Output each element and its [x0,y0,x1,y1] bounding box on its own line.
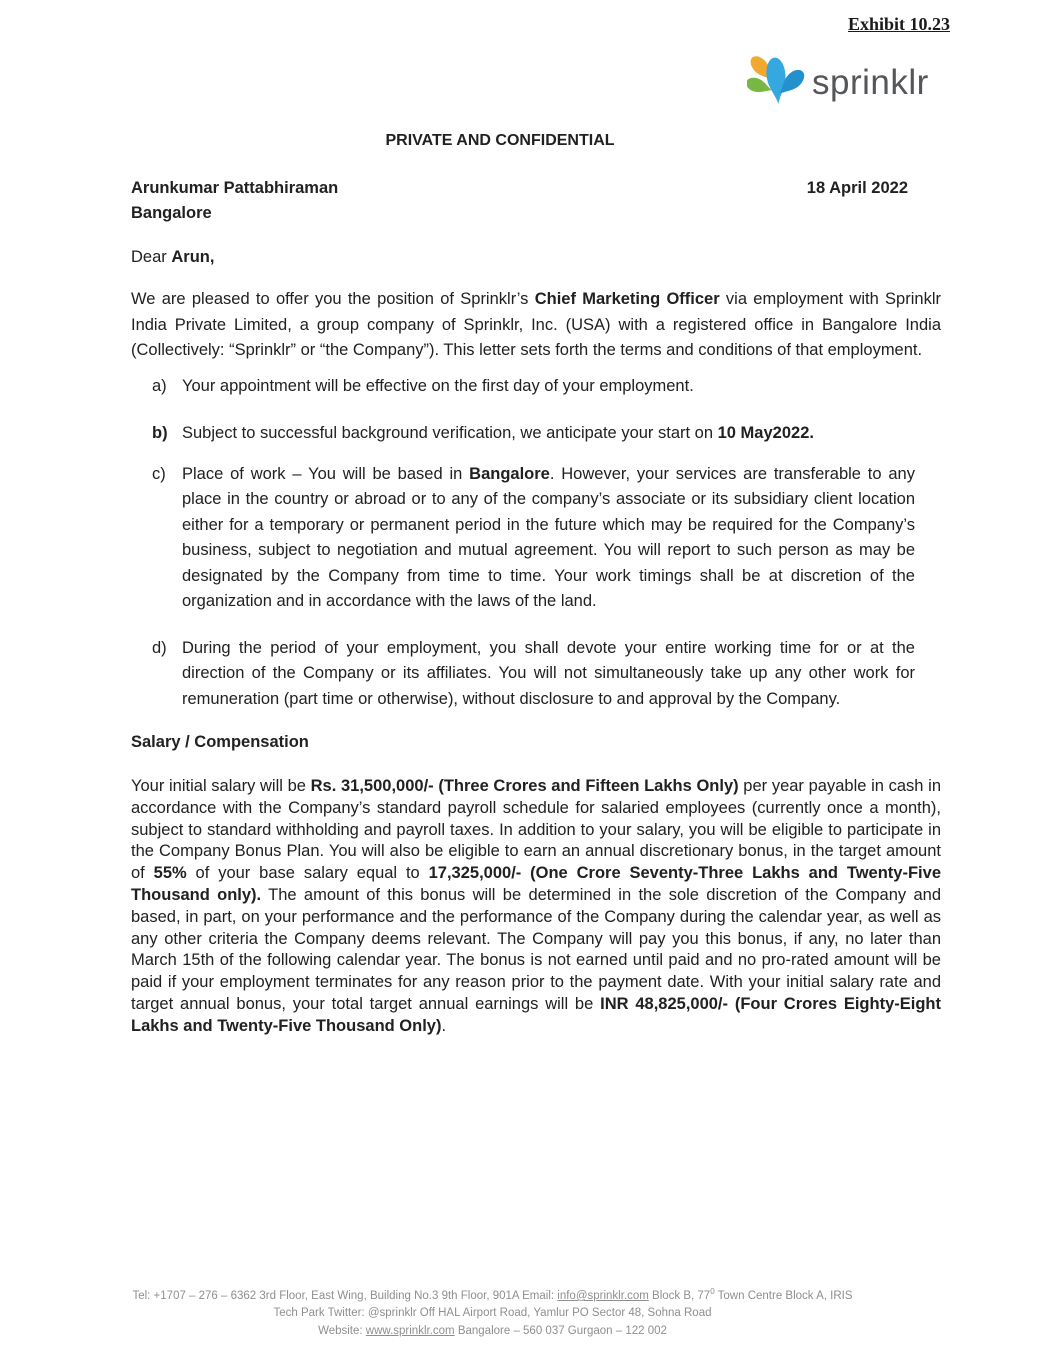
salary-text-cont1: per year payable in cash in accordance with the Company’s standard payroll schedule for salaried employees (currently once a month), subject to standard withholding and payroll taxes. In addition to your salary, you will be eligible to participate in the Company Bonus Plan. You will also be eligible to earn an annual discretionary bonus, in the target amount of [131,777,941,883]
term-marker-a: a) [152,376,167,395]
footer-line-2: Tech Park Twitter: @sprinklr Off HAL Airport Road, Yamlur PO Sector 48, Sohna Road [273,1307,712,1320]
work-location: Bangalore [469,464,550,483]
term-marker-b: b) [152,424,168,442]
salutation-name: Arun, [171,248,215,266]
exhibit-label: Exhibit 10.23 [847,14,950,34]
footer-city-postal: Bangalore – 560 037 Gurgaon – 122 002 [454,1324,667,1337]
salary-text: Your initial salary will be [131,777,311,795]
bonus-percentage: 55% [153,864,187,883]
term-b-text: Subject to successful background verification, we anticipate your start on [182,424,718,442]
total-earnings-amount: INR 48,825,000/- (Four Crores Eighty-Eight Lakhs and Twenty-Five Thousand Only) [131,994,941,1035]
letter-footer [0,1283,1055,1340]
salary-text-cont3: The amount of this bonus will be determined in the sole discretion of the Company and based, in part, on your performance and the performance of the Company during the calendar year, as well as any other criteria the Company deems relevant. The Company will pay you this bonus, if any, no later than March 15th of the following calendar year. The bonus is not earned until paid and no pro-rated amount will be paid if your employment terminates for any reason prior to the payment date. With your initial salary rate and target annual bonus, your total target annual earnings will be [131,885,941,1013]
intro-paragraph [131,287,941,364]
salutation-prefix: Dear [131,248,172,266]
base-salary-amount: Rs. 31,500,000/- (Three Crores and Fifteen Lakhs Only) [310,777,739,795]
term-item-c [131,462,941,615]
term-item-b [131,421,941,447]
salutation [131,245,941,270]
footer-tel-address: Tel: +1707 – 276 – 6362 3rd Floor, East Wing, Building No.3 9th Floor, 901A Email: [132,1289,558,1302]
footer-website-link[interactable]: www.sprinklr.com [365,1324,455,1337]
term-c-text-cont: . However, your services are transferable to any place in the country or abroad or to any of the company’s associate or its subsidiary client location either for a temporary or permanent period in the future which may be required for the Company’s business, subject to negotiation and mutual agreement. You will report to such person as may be designated by the Company from time to time. Your work timings shall be at discretion of the organization and in accordance with the laws of the land. [182,464,915,610]
confidential-heading: PRIVATE AND CONFIDENTIAL [385,132,615,149]
footer-address-cont: Block B, 77 [648,1289,711,1302]
salary-section-heading: Salary / Compensation [131,733,309,751]
term-item-d [131,636,941,713]
term-text-c [182,462,941,615]
addressee-row [131,176,941,201]
footer-email-link[interactable]: info@sprinklr.com [557,1289,649,1302]
intro-text: We are pleased to offer you the position of Sprinklr’s [131,290,535,308]
term-marker-c: c) [152,464,166,483]
letter-body [131,0,941,1038]
terms-list [131,374,941,713]
salary-text-cont2: of your base salary equal to [186,864,429,883]
salary-text-end: . [441,1016,447,1035]
term-item-a [131,374,941,400]
term-a-text: Your appointment will be effective on the first day of your employment. [182,376,694,395]
term-d-text: During the period of your employment, you shall devote your entire working time for or at the direction of the Company or its affiliates. You will not simultaneously take up any other work for remuneration (part time or otherwise), without disclosure to and approval by the Company. [182,638,915,708]
footer-address-end: Town Centre Block A, IRIS [714,1289,853,1302]
term-text-a [182,374,941,400]
footer-line-3 [0,1323,985,1341]
position-title: Chief Marketing Officer [534,290,720,308]
intro-text-cont: via employment with Sprinklr India Private Limited, a group company of Sprinklr, Inc. (USA) with a registered office in Bangalore India (Collectively: “Sprinklr” or “the Company”). This letter sets forth the terms and conditions of that employment. [131,290,941,359]
letter-date: 18 April 2022 [806,179,908,197]
footer-line-1 [0,1283,985,1305]
footer-website-label: Website: [318,1324,366,1337]
sprinklr-logo-text: sprinklr [812,63,929,102]
footer-sup: 0 [710,1287,715,1296]
recipient-city: Bangalore [131,204,212,222]
salary-paragraph [131,776,941,1038]
term-text-d [182,636,941,713]
bonus-amount: 17,325,000/- (One Crore Seventy-Three Lakhs and Twenty-Five Thousand only). [131,864,941,904]
term-text-b [182,421,941,447]
term-marker-d: d) [152,638,167,657]
start-date: 10 May2022. [717,424,814,442]
recipient-name: Arunkumar Pattabhiraman [131,179,339,197]
term-c-text: Place of work – You will be based in [182,464,470,483]
